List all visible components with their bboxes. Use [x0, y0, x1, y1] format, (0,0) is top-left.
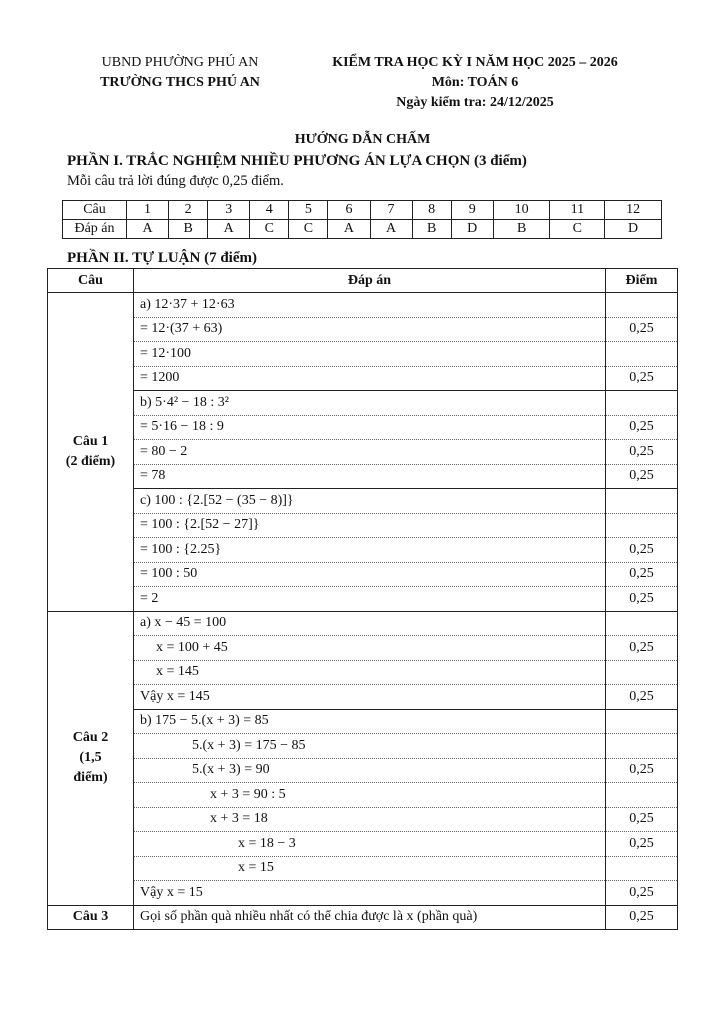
table-row	[48, 366, 678, 391]
table-row	[48, 856, 678, 881]
mc-question-number: 10	[493, 201, 550, 220]
mc-answer: C	[550, 220, 605, 239]
mc-answer: D	[605, 220, 662, 239]
points-cell	[606, 489, 678, 514]
table-header-row	[48, 269, 678, 293]
table-row	[48, 660, 678, 685]
mc-row-label: Câu	[63, 201, 127, 220]
school-header	[60, 53, 300, 93]
mc-answer: D	[451, 220, 493, 239]
table-row	[48, 807, 678, 832]
column-header-question: Câu	[48, 269, 134, 293]
mc-answer: B	[169, 220, 208, 239]
mc-question-number: 3	[208, 201, 250, 220]
table-row	[48, 562, 678, 587]
q3-label: Câu 3	[48, 905, 134, 930]
mc-question-number: 7	[370, 201, 412, 220]
answer-step: = 100 : 50	[134, 562, 606, 587]
mc-question-number: 12	[605, 201, 662, 220]
points-cell	[606, 856, 678, 881]
mc-answer: C	[289, 220, 328, 239]
exam-subject: Môn: TOÁN 6	[431, 75, 519, 90]
part1-title: PHẦN I. TRẮC NGHIỆM NHIỀU PHƯƠNG ÁN LỰA CHỌN (3 điểm)	[67, 153, 527, 169]
points-cell	[606, 709, 678, 734]
answer-step: x + 3 = 18	[134, 807, 606, 832]
exam-header	[300, 53, 650, 113]
exam-date: Ngày kiểm tra: 24/12/2025	[396, 95, 554, 110]
answer-step: Vậy x = 145	[134, 685, 606, 710]
mc-answer: A	[370, 220, 412, 239]
answer-step: 5.(x + 3) = 90	[134, 758, 606, 783]
points-cell	[606, 783, 678, 808]
points-cell	[606, 734, 678, 759]
table-row	[48, 293, 678, 318]
mc-answer: A	[127, 220, 169, 239]
points-cell: 0,25	[606, 758, 678, 783]
mc-question-number: 4	[250, 201, 289, 220]
table-row	[48, 538, 678, 563]
answer-step: 5.(x + 3) = 175 − 85	[134, 734, 606, 759]
answer-step: a) 12·37 + 12·63	[134, 293, 606, 318]
answer-step: Gọi số phần quà nhiều nhất có thể chia được là x (phần quà)	[134, 905, 606, 930]
guide-title: HƯỚNG DẪN CHẤM	[294, 132, 431, 147]
points-cell: 0,25	[606, 807, 678, 832]
points-cell: 0,25	[606, 881, 678, 906]
table-row	[48, 440, 678, 465]
answer-step: c) 100 : {2.[52 − (35 − 8)]}	[134, 489, 606, 514]
table-row	[48, 415, 678, 440]
points-cell: 0,25	[606, 538, 678, 563]
table-row	[48, 489, 678, 514]
q2-label-line: Câu 2	[72, 730, 109, 745]
answer-step: x = 100 + 45	[134, 636, 606, 661]
answer-step: Vậy x = 15	[134, 881, 606, 906]
table-row	[48, 832, 678, 857]
answer-step: x = 15	[134, 856, 606, 881]
points-cell: 0,25	[606, 832, 678, 857]
mc-question-number: 11	[550, 201, 605, 220]
answer-step: b) 175 − 5.(x + 3) = 85	[134, 709, 606, 734]
school-name: TRƯỜNG THCS PHÚ AN	[100, 75, 260, 90]
points-cell: 0,25	[606, 464, 678, 489]
essay-grading-table	[47, 268, 678, 930]
q2-label-line: (1,5	[79, 750, 102, 765]
answer-step: = 12·(37 + 63)	[134, 317, 606, 342]
table-row	[48, 342, 678, 367]
table-row	[48, 611, 678, 636]
answer-step: x = 145	[134, 660, 606, 685]
mc-answer: B	[412, 220, 451, 239]
q2-label-line: điểm)	[73, 770, 108, 785]
table-row	[48, 758, 678, 783]
table-row	[48, 636, 678, 661]
answer-step: x = 18 − 3	[134, 832, 606, 857]
points-cell: 0,25	[606, 317, 678, 342]
mc-question-number: 2	[169, 201, 208, 220]
column-header-points: Điểm	[606, 269, 678, 293]
points-cell	[606, 660, 678, 685]
answer-step: b) 5·4² − 18 : 3²	[134, 391, 606, 416]
points-cell: 0,25	[606, 685, 678, 710]
table-row	[48, 391, 678, 416]
mc-question-number: 6	[328, 201, 370, 220]
points-cell	[606, 611, 678, 636]
table-row	[48, 905, 678, 930]
points-cell: 0,25	[606, 415, 678, 440]
answer-step: = 80 − 2	[134, 440, 606, 465]
answer-step: = 12·100	[134, 342, 606, 367]
mc-answer-row	[63, 220, 662, 239]
points-cell: 0,25	[606, 366, 678, 391]
answer-step: = 5·16 − 18 : 9	[134, 415, 606, 440]
q1-label-line: Câu 1	[72, 433, 109, 449]
exam-title: KIỂM TRA HỌC KỲ I NĂM HỌC 2025 – 2026	[332, 55, 618, 70]
points-cell	[606, 391, 678, 416]
points-cell	[606, 513, 678, 538]
table-row	[48, 709, 678, 734]
mc-answer: A	[328, 220, 370, 239]
mc-question-number: 8	[412, 201, 451, 220]
table-row	[48, 881, 678, 906]
column-header-answer: Đáp án	[134, 269, 606, 293]
answer-step: = 100 : {2.[52 − 27]}	[134, 513, 606, 538]
table-row	[48, 734, 678, 759]
table-row	[48, 317, 678, 342]
mc-question-number: 5	[289, 201, 328, 220]
mc-answer: B	[493, 220, 550, 239]
answer-step: x + 3 = 90 : 5	[134, 783, 606, 808]
points-cell: 0,25	[606, 562, 678, 587]
points-cell	[606, 342, 678, 367]
mc-question-number: 9	[451, 201, 493, 220]
answer-step: = 100 : {2.25}	[134, 538, 606, 563]
points-cell	[606, 293, 678, 318]
table-row	[48, 783, 678, 808]
ward-name: UBND PHƯỜNG PHÚ AN	[101, 55, 259, 70]
q1-label	[48, 293, 134, 612]
table-row	[48, 587, 678, 612]
points-cell: 0,25	[606, 636, 678, 661]
points-cell: 0,25	[606, 587, 678, 612]
points-cell: 0,25	[606, 905, 678, 930]
answer-step: a) x − 45 = 100	[134, 611, 606, 636]
mc-question-row	[63, 201, 662, 220]
answer-step: = 78	[134, 464, 606, 489]
answer-step: = 2	[134, 587, 606, 612]
part1-note: Mỗi câu trả lời đúng được 0,25 điểm.	[67, 173, 284, 189]
mc-question-number: 1	[127, 201, 169, 220]
table-row	[48, 464, 678, 489]
table-row	[48, 685, 678, 710]
multiple-choice-answer-table	[62, 200, 662, 239]
table-row	[48, 513, 678, 538]
mc-answer: C	[250, 220, 289, 239]
q2-label	[48, 611, 134, 905]
part2-title: PHẦN II. TỰ LUẬN (7 điểm)	[67, 250, 257, 266]
q1-label-line: (2 điểm)	[65, 453, 116, 469]
mc-row-label: Đáp án	[63, 220, 127, 239]
points-cell: 0,25	[606, 440, 678, 465]
mc-answer: A	[208, 220, 250, 239]
answer-step: = 1200	[134, 366, 606, 391]
